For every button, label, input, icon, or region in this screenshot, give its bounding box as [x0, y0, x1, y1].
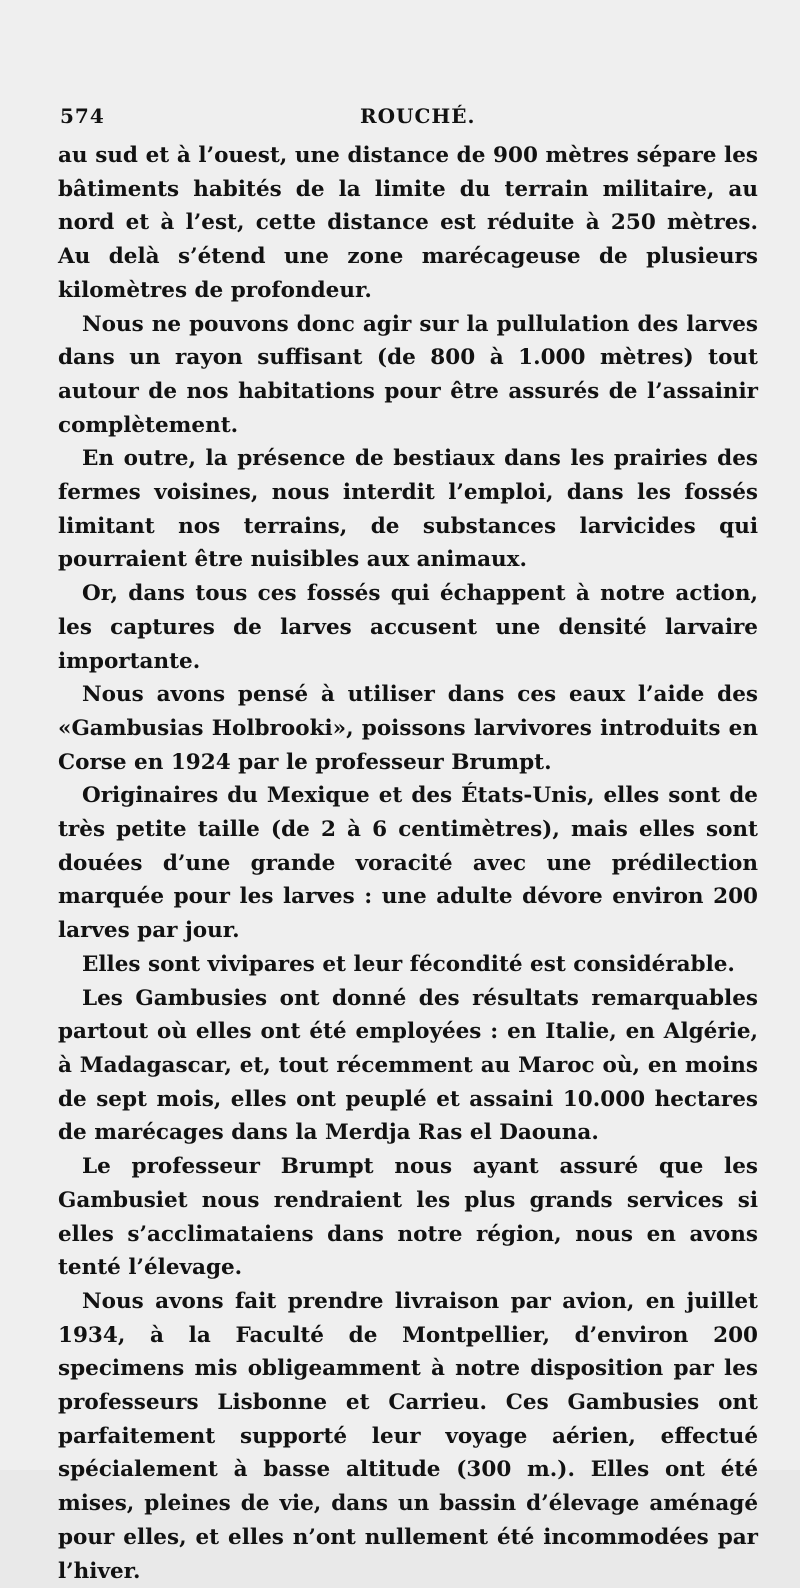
paragraph: Originaires du Mexique et des États-Unis, elles sont de très petite taille (de 2 à 6 centimètres), mais elles sont douées d’une grande voracité avec une prédilection marquée pour les larves : une adulte dévore environ 200 larves par jour. — [58, 783, 758, 944]
paragraph: Nous avons pensé à utiliser dans ces eaux l’aide des «Gambusias Holbrooki», poissons larvivores introduits en Corse en 1924 par le professeur Brumpt. — [58, 682, 758, 775]
paragraph: Nous ne pouvons donc agir sur la pullulation des larves dans un rayon suffisant (de 800 à 1.000 mètres) tout autour de nos habitations pour être assurés de l’assainir complètement. — [58, 311, 758, 438]
paragraph: Le professeur Brumpt nous ayant assuré que les Gambusiet nous rendraient les plus grands services si elles s’acclimataiens dans notre région, nous en avons tenté l’élevage. — [58, 1154, 758, 1281]
paragraph: Or, dans tous ces fossés qui échappent à notre action, les captures de larves accusent une densité larvaire importante. — [58, 581, 758, 674]
running-head: ROUCHÉ. — [360, 104, 476, 128]
paragraph: Nous avons fait prendre livraison par avion, en juillet 1934, à la Faculté de Montpellier, d’environ 200 specimens mis obligeamment à notre disposition par les professeurs Lisbonne et Carrieu. Ces Gambusies ont parfaitement supporté leur voyage aérien, effectué spécialement à basse altitude (300 m.). Elles ont été mises, pleines de vie, dans un bassin d’élevage aménagé pour elles, et elles n’ont nullement été incommodées par l’hiver. — [58, 1288, 758, 1584]
paragraph: Elles sont vivipares et leur fécondité est considérable. — [82, 951, 735, 977]
page-header — [60, 104, 760, 128]
paragraph: Les Gambusies ont donné des résultats remarquables partout où elles ont été employées : en Italie, en Algérie, à Madagascar, et, tout récemment au Maroc où, en moins de sept mois, elles ont peuplé et assaini 10.000 hectares de marécages dans la Merdja Ras el Daouna. — [58, 985, 758, 1146]
paragraph: au sud et à l’ouest, une distance de 900 mètres sépare les bâtiments habités de la limite du terrain militaire, au nord et à l’est, cette distance est réduite à 250 mètres. Au delà s’étend une zone marécageuse de plusieurs kilomètres de profondeur. — [58, 143, 758, 303]
paragraph: En outre, la présence de bestiaux dans les prairies des fermes voisines, nous interdit l’emploi, dans les fossés limitant nos terrains, de substances larvicides qui pourraient être nuisibles aux animaux. — [58, 446, 758, 573]
page-body — [58, 139, 758, 1588]
page-number: 574 — [60, 104, 105, 128]
